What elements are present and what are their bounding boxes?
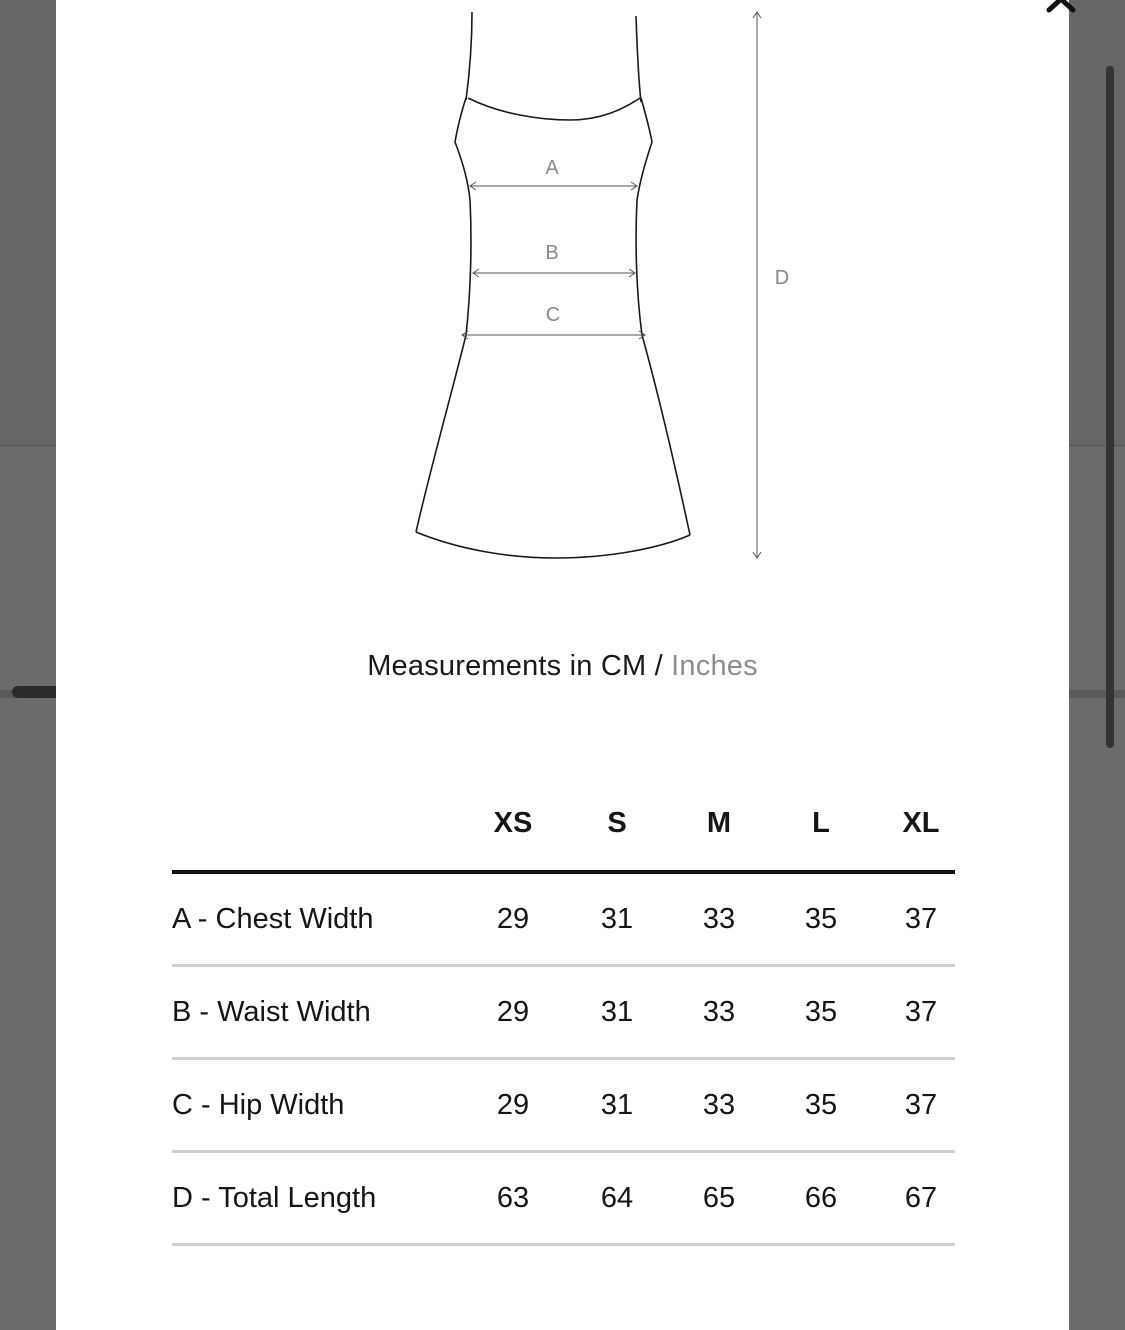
- table-cell: 37: [904, 1088, 938, 1121]
- table-row: [172, 874, 955, 967]
- size-header-xl: XL: [902, 807, 940, 839]
- table-cell: 35: [804, 902, 838, 935]
- size-table: [172, 795, 955, 1246]
- dress-diagram: [56, 0, 1069, 600]
- size-header-l: L: [812, 807, 830, 839]
- table-cell: 66: [804, 1181, 838, 1214]
- scrollbar[interactable]: [1106, 66, 1114, 748]
- table-cell: 31: [600, 1088, 634, 1121]
- table-cell: 29: [496, 995, 530, 1028]
- table-cell: 37: [904, 995, 938, 1028]
- table-cell: 33: [702, 1088, 736, 1121]
- table-cell: 35: [804, 995, 838, 1028]
- close-icon[interactable]: [1041, 0, 1081, 14]
- size-header-m: M: [706, 807, 732, 839]
- unit-inches-option[interactable]: Inches: [671, 650, 758, 682]
- size-header-row: [172, 795, 955, 874]
- table-cell: 63: [496, 1181, 530, 1214]
- table-cell: 64: [600, 1181, 634, 1214]
- table-row: [172, 1153, 955, 1246]
- table-cell: 33: [702, 995, 736, 1028]
- size-header-s: S: [607, 807, 627, 839]
- label-a: A: [545, 157, 559, 179]
- table-cell: 65: [702, 1181, 736, 1214]
- table-cell: 35: [804, 1088, 838, 1121]
- unit-cm-option[interactable]: Measurements in CM: [367, 650, 647, 682]
- table-cell: 37: [904, 902, 938, 935]
- row-label: B - Waist Width: [172, 995, 371, 1028]
- table-cell: 29: [496, 1088, 530, 1121]
- units-toggle: [0, 650, 1125, 683]
- row-label: C - Hip Width: [172, 1088, 345, 1121]
- row-label: D - Total Length: [172, 1181, 377, 1214]
- table-row: [172, 967, 955, 1060]
- table-cell: 31: [600, 995, 634, 1028]
- label-c: C: [545, 304, 561, 326]
- table-cell: 67: [904, 1181, 938, 1214]
- table-cell: 33: [702, 902, 736, 935]
- table-cell: 29: [496, 902, 530, 935]
- unit-separator: /: [646, 650, 672, 682]
- label-b: B: [545, 242, 559, 264]
- row-label: A - Chest Width: [172, 902, 374, 935]
- label-d: D: [774, 267, 790, 289]
- size-header-xs: XS: [493, 807, 533, 839]
- table-cell: 31: [600, 902, 634, 935]
- table-row: [172, 1060, 955, 1153]
